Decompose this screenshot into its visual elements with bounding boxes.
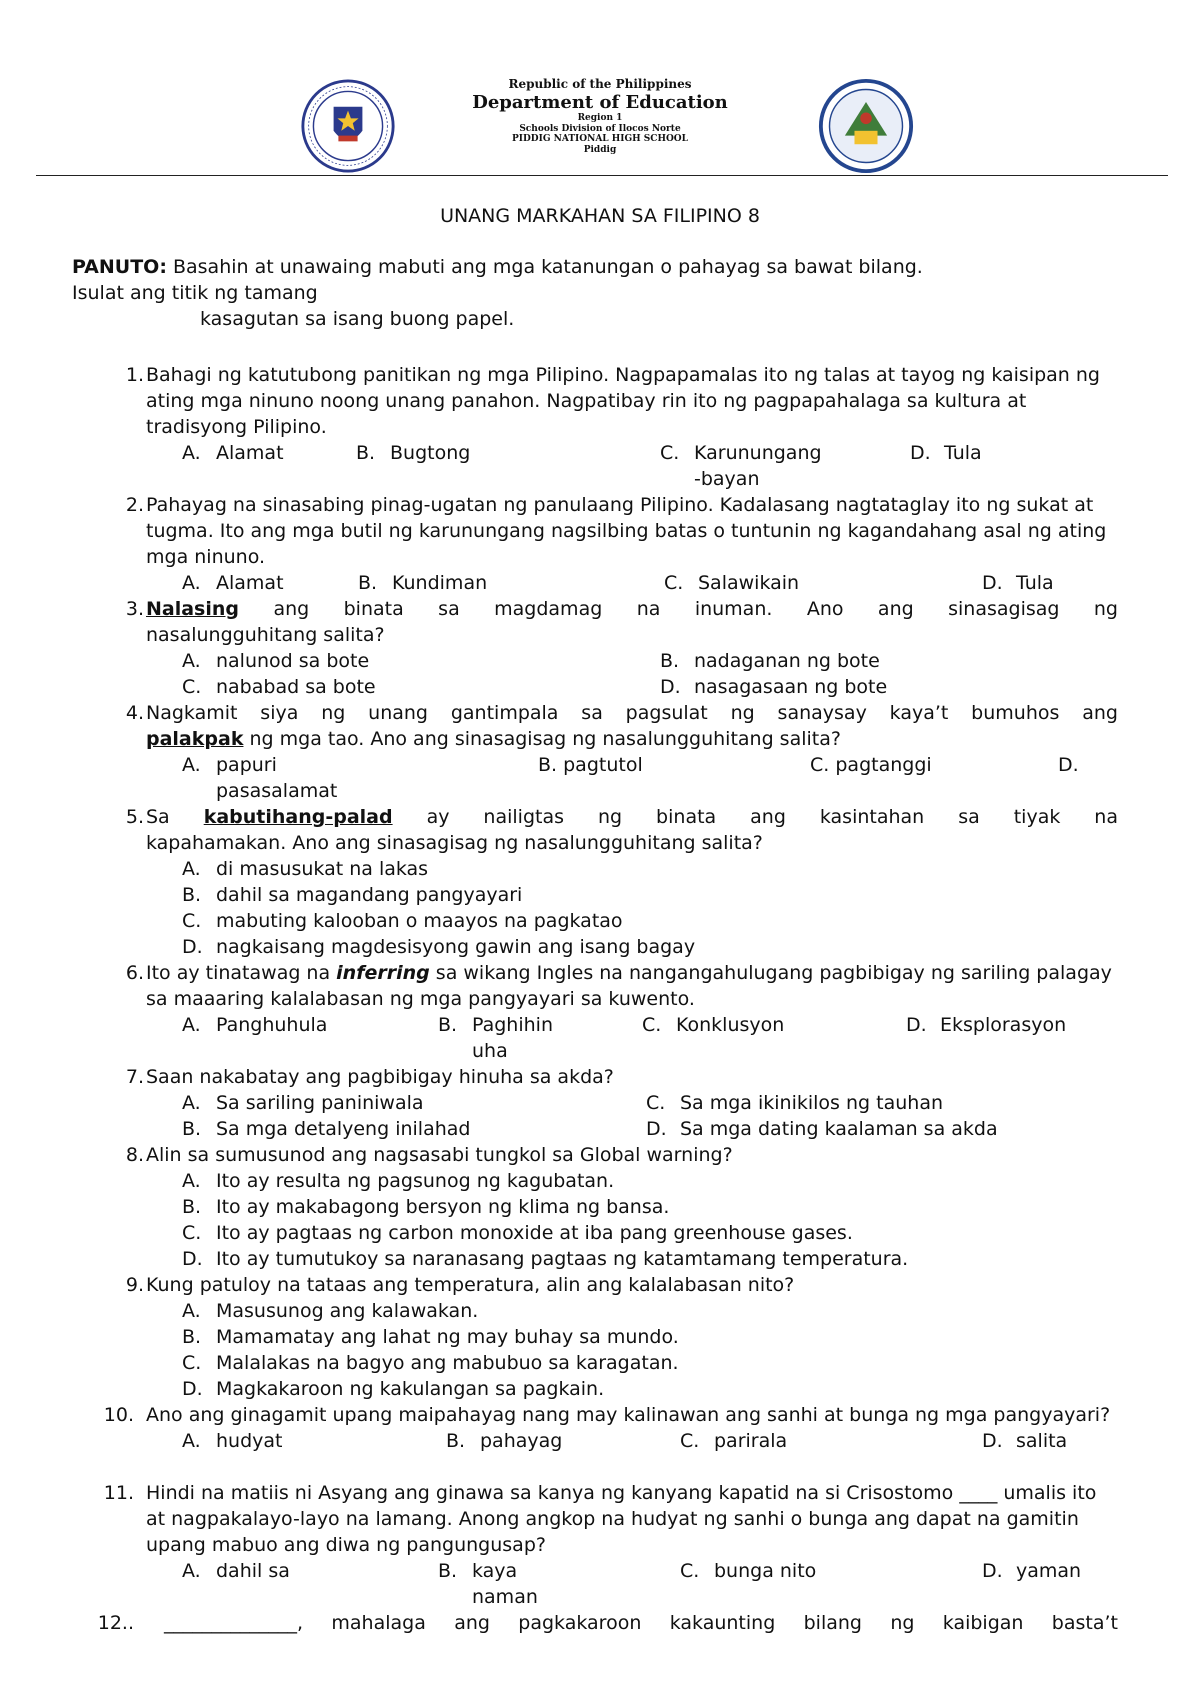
underlined-word: palakpak [146,728,244,750]
option-c: C. mabuting kalooban o maayos na pagkatao [182,910,623,932]
question-number: 7. [125,1066,144,1088]
question-3 [100,596,1118,700]
question-text: Ito ay tinatawag na inferring sa wikang Ingles na nangangahulugang pagbibigay ng sariling palagay sa maaaring kalalabasan ng mga pangyayari sa kuwento. [146,962,1112,1010]
question-text: Ano ang ginagamit upang maipahayag nang may kalinawan ang sanhi at bunga ng mga pangyayari? [146,1404,1111,1426]
question-8 [100,1142,1118,1272]
question-number: 9. [125,1274,144,1296]
option-b: B. Ito ay makabagong bersyon ng klima ng bansa. [182,1196,670,1218]
option-b: B. nadaganan ng bote [660,650,880,672]
instructions-line1: Basahin at unawaing mabuti ang mga katanungan o pahayag sa bawat bilang. [166,256,923,278]
question-text: Nalasing ang binata sa magdamag na inuman. Ano ang sinasagisag ng [146,598,1118,620]
option-d: D. salita [982,1430,1068,1452]
options-row [182,648,1118,674]
option-c: C. Karunungang -bayan [660,442,822,490]
options-row [182,570,1118,596]
options-list [182,1168,1118,1272]
deped-seal-icon [300,78,396,174]
option-a: A. Sa sariling paniniwala [182,1092,424,1114]
question-6 [100,960,1118,1064]
underlined-word: Nalasing [146,598,240,620]
option-c: C. Salawikain [664,572,800,594]
option-d: D. Tula [982,572,1054,594]
option-a: A. Panghuhula [182,1014,328,1036]
question-number: 3. [125,598,144,620]
question-1 [100,362,1118,492]
question-number: 10. [103,1404,134,1426]
letterhead-text [440,78,760,155]
division-line: Schools Division of Ilocos Norte [519,123,681,134]
instructions-line2: Isulat ang titik ng tamang [72,282,318,304]
option-a: A. Masusunog ang kalawakan. [182,1300,479,1322]
question-9 [100,1272,1118,1402]
option-b: B. pahayag [446,1430,563,1452]
question-text: Alin sa sumusunod ang nagsasabi tungkol sa Global warning? [146,1144,733,1166]
question-text: ______________, mahalaga ang pagkakaroon kakaunting bilang ng kaibigan basta’t [164,1612,1118,1634]
options-row [182,752,1118,804]
options-row [182,1428,1118,1454]
option-d: D. yaman [982,1560,1082,1582]
question-text-line2: kapahamakan. Ano ang sinasagisag ng nasalungguhitang salita? [146,832,763,854]
options-list [182,1298,1118,1402]
option-d: D. Tula [910,442,982,464]
instructions-line3: kasagutan sa isang buong papel. [200,308,515,330]
option-c: C. bunga nito [680,1560,817,1582]
option-c: C. Sa mga ikinikilos ng tauhan [646,1092,944,1114]
option-d: D. Sa mga dating kaalaman sa akda [646,1118,998,1140]
question-text: Sa kabutihang-palad ay nailigtas ng binata ang kasintahan sa tiyak na [146,806,1118,828]
option-d: D. nasagasaan ng bote [660,676,888,698]
question-4 [100,700,1118,804]
option-c: C. parirala [680,1430,788,1452]
option-d: D. Eksplorasyon [906,1014,1067,1036]
underlined-word: kabutihang-palad [203,806,393,828]
options-row [182,1012,1118,1064]
option-c: C. Konklusyon [642,1014,785,1036]
option-b: B. kaya naman [438,1560,538,1608]
question-2 [100,492,1118,596]
option-a: A. dahil sa [182,1560,290,1582]
question-text: Bahagi ng katutubong panitikan ng mga Pilipino. Nagpapamalas ito ng talas at tayog ng kaisipan ng ating mga ninuno noong unang panahon. Nagpatibay rin ito ng pagpapahalaga sa kultura at tradisyong Pilipino. [146,364,1100,438]
options-row [182,440,1118,492]
option-b: B. dahil sa magandang pangyayari [182,884,523,906]
question-number: 1. [125,364,144,386]
options-row [182,1558,1118,1610]
instructions [72,254,1122,332]
question-12 [97,1610,1118,1636]
question-number: 5. [125,806,144,828]
option-b: B. Bugtong [356,442,471,464]
school-seal-icon [818,78,914,174]
option-d-text: pasasalamat [216,780,338,802]
question-number: 12.. [97,1612,134,1634]
exam-title: UNANG MARKAHAN SA FILIPINO 8 [440,205,760,227]
question-text-line2: palakpak ng mga tao. Ano ang sinasagisag ng nasalungguhitang salita? [146,728,841,750]
republic-line: Republic of the Philippines [508,77,692,91]
option-b: B. Sa mga detalyeng inilahad [182,1118,471,1140]
option-c: C. pagtanggi [810,754,932,776]
question-number: 2. [125,494,144,516]
letterhead [0,70,1200,180]
question-7 [100,1064,1118,1142]
option-b: B. Kundiman [358,572,488,594]
question-number: 6. [125,962,144,984]
department-line: Department of Education [472,91,728,113]
question-text-line2: nasalungguhitang salita? [146,624,385,646]
region-line: Region 1 [577,113,623,124]
question-5 [100,804,1118,960]
option-b: B. Mamamatay ang lahat ng may buhay sa mundo. [182,1326,679,1348]
question-number: 11. [103,1482,134,1504]
option-a: A. papuri [182,754,277,776]
options-row [182,674,1118,700]
options-row [182,1090,1118,1116]
header-rule [36,175,1168,176]
option-a: A. Alamat [182,572,284,594]
option-b: B. pagtutol [538,754,643,776]
question-text: Hindi na matiis ni Asyang ang ginawa sa kanya ng kanyang kapatid na si Crisostomo ____ umalis ito at nagpakalayo-layo na lamang. Anong angkop na hudyat ng sanhi o bunga ang dapat na gamitin upang mabuo ang diwa ng pangungusap? [146,1482,1097,1556]
school-line: PIDDIG NATIONAL HIGH SCHOOL [512,134,688,145]
question-10 [100,1402,1118,1454]
option-c: C. Ito ay pagtaas ng carbon monoxide at iba pang greenhouse gases. [182,1222,853,1244]
question-number: 4. [125,702,144,724]
option-d: D. Magkakaroon ng kakulangan sa pagkain. [182,1378,605,1400]
question-text: Nagkamit siya ng unang gantimpala sa pagsulat ng sanaysay kaya’t bumuhos ang [146,702,1118,724]
option-a: A. Alamat [182,442,284,464]
options-row [182,1116,1118,1142]
question-text: Kung patuloy na tataas ang temperatura, alin ang kalalabasan nito? [146,1274,795,1296]
question-11 [100,1480,1118,1610]
option-c: C. nababad sa bote [182,676,376,698]
option-a: A. di masusukat na lakas [182,858,429,880]
question-text: Pahayag na sinasabing pinag-ugatan ng panulaang Pilipino. Kadalasang nagtataglay ito ng sukat at tugma. Ito ang mga butil ng karunungang nagsilbing batas o tuntunin ng kagandahang asal ng ating mga ninuno. [146,494,1107,568]
instructions-label: PANUTO: [72,256,167,278]
option-a: A. hudyat [182,1430,283,1452]
option-d: D. Ito ay tumutukoy sa naranasang pagtaas ng katamtamang temperatura. [182,1248,909,1270]
emphasized-word: inferring [336,962,430,984]
options-list [182,856,1118,960]
town-line: Piddig [583,144,617,155]
option-b: B. Paghihin uha [438,1014,553,1062]
option-c: C. Malalakas na bagyo ang mabubuo sa karagatan. [182,1352,679,1374]
question-number: 8. [125,1144,144,1166]
option-a: A. nalunod sa bote [182,650,370,672]
question-text: Saan nakabatay ang pagbibigay hinuha sa akda? [146,1066,614,1088]
option-a: A. Ito ay resulta ng pagsunog ng kagubatan. [182,1170,615,1192]
option-d: D. [1058,754,1079,776]
option-d: D. nagkaisang magdesisyong gawin ang isang bagay [182,936,696,958]
